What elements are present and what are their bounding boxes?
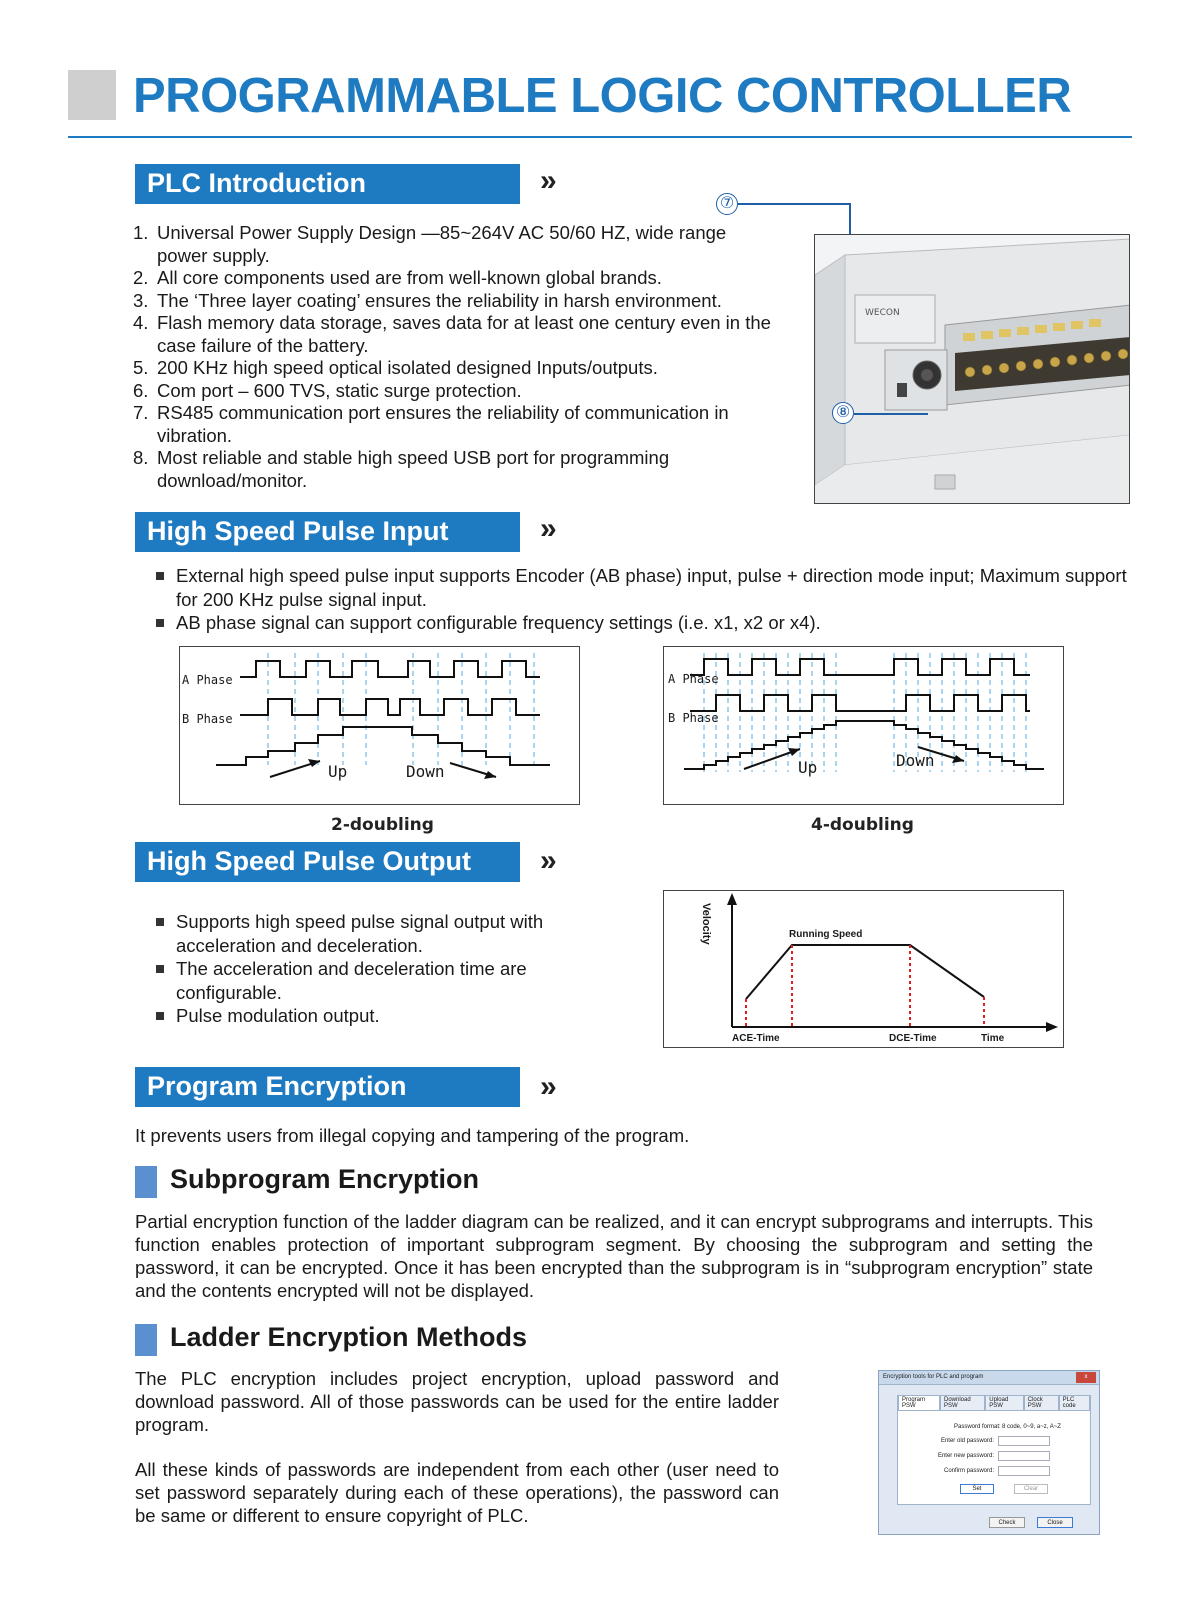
title-divider <box>68 136 1132 138</box>
old-password-label: Enter old password: <box>940 1438 994 1444</box>
page-title: PROGRAMMABLE LOGIC CONTROLLER <box>133 69 1072 123</box>
close-button[interactable]: Close <box>1037 1517 1073 1528</box>
pulse-input-list <box>152 564 1132 635</box>
chevron-right-icon: » <box>540 844 557 877</box>
window-titlebar <box>879 1371 1099 1385</box>
ladder-text-1: The PLC encryption includes project encryption, upload password and download password. All of those passwords can be used for the entire ladder program. <box>135 1368 779 1435</box>
chevron-right-icon: » <box>540 164 557 197</box>
ladder-text-2: All these kinds of passwords are independent from each other (user need to set password separately during each of these operations), the password can be same or different to ensure copyright of PLC. <box>135 1459 779 1526</box>
title-accent-block <box>68 70 116 120</box>
callout-7: ⑦ <box>716 193 738 215</box>
ace-time-label: ACE-Time <box>732 1033 780 1044</box>
list-item <box>133 312 773 357</box>
callout-8-leader <box>854 400 934 430</box>
plc-brand-label: WECON <box>865 308 900 318</box>
velocity-diagram <box>663 890 1064 1048</box>
list-item <box>133 290 773 313</box>
list-item <box>133 357 773 380</box>
plc-product-image <box>814 234 1130 504</box>
plc-device-drawing <box>815 235 1130 504</box>
caption-2-doubling: 2-doubling <box>331 815 434 835</box>
caption-4-doubling: 4-doubling <box>811 815 914 835</box>
section-header-intro: PLC Introduction <box>135 164 520 204</box>
list-item <box>133 222 773 267</box>
a-phase-label: A Phase <box>182 673 233 687</box>
list-item: External high speed pulse input supports Encoder (AB phase) input, pulse + direction mode input; Maximum support for 200 KHz pulse signal input. <box>152 564 1132 611</box>
list-item <box>133 447 773 492</box>
list-item: AB phase signal can support configurable frequency settings (i.e. x1, x2 or x4). <box>152 611 1132 635</box>
diagram-2-doubling <box>179 646 580 805</box>
list-number: 8. <box>133 447 149 468</box>
subprogram-title: Subprogram Encryption <box>170 1164 480 1194</box>
list-number: 6. <box>133 379 149 401</box>
callout-8: ⑧ <box>832 402 854 424</box>
tab-plc-code[interactable]: PLC code <box>1059 1395 1090 1411</box>
list-number: 3. <box>133 289 149 311</box>
tab-upload-psw[interactable]: Upload PSW <box>985 1395 1023 1411</box>
list-text: Flash memory data storage, saves data for at least one century even in the case failure of the battery. <box>157 312 771 356</box>
tab-panel <box>897 1395 1091 1505</box>
diagram-4-doubling <box>663 646 1064 805</box>
list-number: 2. <box>133 267 149 288</box>
list-item <box>133 402 773 447</box>
list-text: The ‘Three layer coating’ ensures the reliability in harsh environment. <box>157 289 722 311</box>
velocity-axis-label: Velocity <box>700 903 712 945</box>
dce-time-label: DCE-Time <box>889 1033 937 1044</box>
a-phase-label: A Phase <box>668 672 719 686</box>
chevron-right-icon: » <box>540 512 557 545</box>
pulse-output-list <box>152 910 592 1028</box>
section-header-encryption: Program Encryption <box>135 1067 520 1107</box>
b-phase-label: B Phase <box>668 711 719 725</box>
list-item <box>133 267 773 290</box>
password-format-label: Password format: <box>954 1424 1001 1430</box>
intro-list <box>133 222 773 492</box>
tab-download-psw[interactable]: Download PSW <box>940 1395 985 1411</box>
section-header-pulse-output: High Speed Pulse Output <box>135 842 520 882</box>
b-phase-label: B Phase <box>182 712 233 726</box>
list-text: 200 KHz high speed optical isolated designed Inputs/outputs. <box>157 357 658 378</box>
confirm-password-label: Confirm password: <box>943 1468 994 1474</box>
down-label: Down <box>406 762 445 781</box>
list-number: 5. <box>133 357 149 378</box>
window-title: Encryption tools for PLC and program <box>883 1374 984 1380</box>
chevron-right-icon: » <box>540 1070 557 1103</box>
list-text: All core components used are from well-known global brands. <box>157 267 662 288</box>
down-label: Down <box>896 751 935 770</box>
new-password-label: Enter new password: <box>937 1453 994 1459</box>
up-label: Up <box>328 762 348 781</box>
ladder-title: Ladder Encryption Methods <box>170 1322 528 1352</box>
list-number: 4. <box>133 312 149 333</box>
list-number: 7. <box>133 402 149 423</box>
list-text: RS485 communication port ensures the reliability of communication in vibration. <box>157 402 729 446</box>
password-format-value: 8 code, 0~9, a~z, A~Z <box>1002 1424 1061 1430</box>
encryption-intro: It prevents users from illegal copying and tampering of the program. <box>135 1125 690 1146</box>
clear-button[interactable]: Clear <box>1014 1484 1048 1494</box>
subprogram-text: Partial encryption function of the ladder diagram can be realized, and it can encrypt subprograms and interrupts. This function enables protection of important subprogram segment. By choosing the subprogram and setting the password, it can be encrypted. Once it has been encrypted than the subprogram is in “subprogram encryption” state and the contents encrypted will not be displayed. <box>135 1211 1093 1301</box>
subheading-accent-block <box>135 1324 157 1356</box>
tab-strip <box>898 1395 1090 1411</box>
tab-program-psw[interactable]: Program PSW <box>898 1395 940 1411</box>
list-item: The acceleration and deceleration time are configurable. <box>152 957 592 1004</box>
list-text: Com port – 600 TVS, static surge protection. <box>157 379 522 401</box>
list-number: 1. <box>133 222 149 243</box>
check-button[interactable]: Check <box>989 1517 1025 1528</box>
set-button[interactable]: Set <box>960 1484 994 1494</box>
list-item: Pulse modulation output. <box>152 1004 592 1028</box>
encryption-tool-window <box>878 1370 1100 1535</box>
list-item <box>133 380 773 403</box>
section-header-pulse-input: High Speed Pulse Input <box>135 512 520 552</box>
running-speed-label: Running Speed <box>789 929 863 940</box>
confirm-password-field[interactable] <box>998 1466 1050 1476</box>
list-text: Most reliable and stable high speed USB port for programming download/monitor. <box>157 447 670 491</box>
subheading-accent-block <box>135 1166 157 1198</box>
new-password-field[interactable] <box>998 1451 1050 1461</box>
waveform-2-doubling <box>180 647 578 803</box>
waveform-4-doubling <box>664 647 1062 803</box>
list-text: Universal Power Supply Design —85~264V AC 50/60 HZ, wide range power supply. <box>157 222 727 266</box>
time-axis-label: Time <box>981 1033 1005 1044</box>
close-icon[interactable]: x <box>1076 1372 1096 1383</box>
up-label: Up <box>798 758 818 777</box>
velocity-profile <box>664 891 1062 1046</box>
old-password-field[interactable] <box>998 1436 1050 1446</box>
tab-clock-psw[interactable]: Clock PSW <box>1024 1395 1059 1411</box>
list-item: Supports high speed pulse signal output with acceleration and deceleration. <box>152 910 592 957</box>
